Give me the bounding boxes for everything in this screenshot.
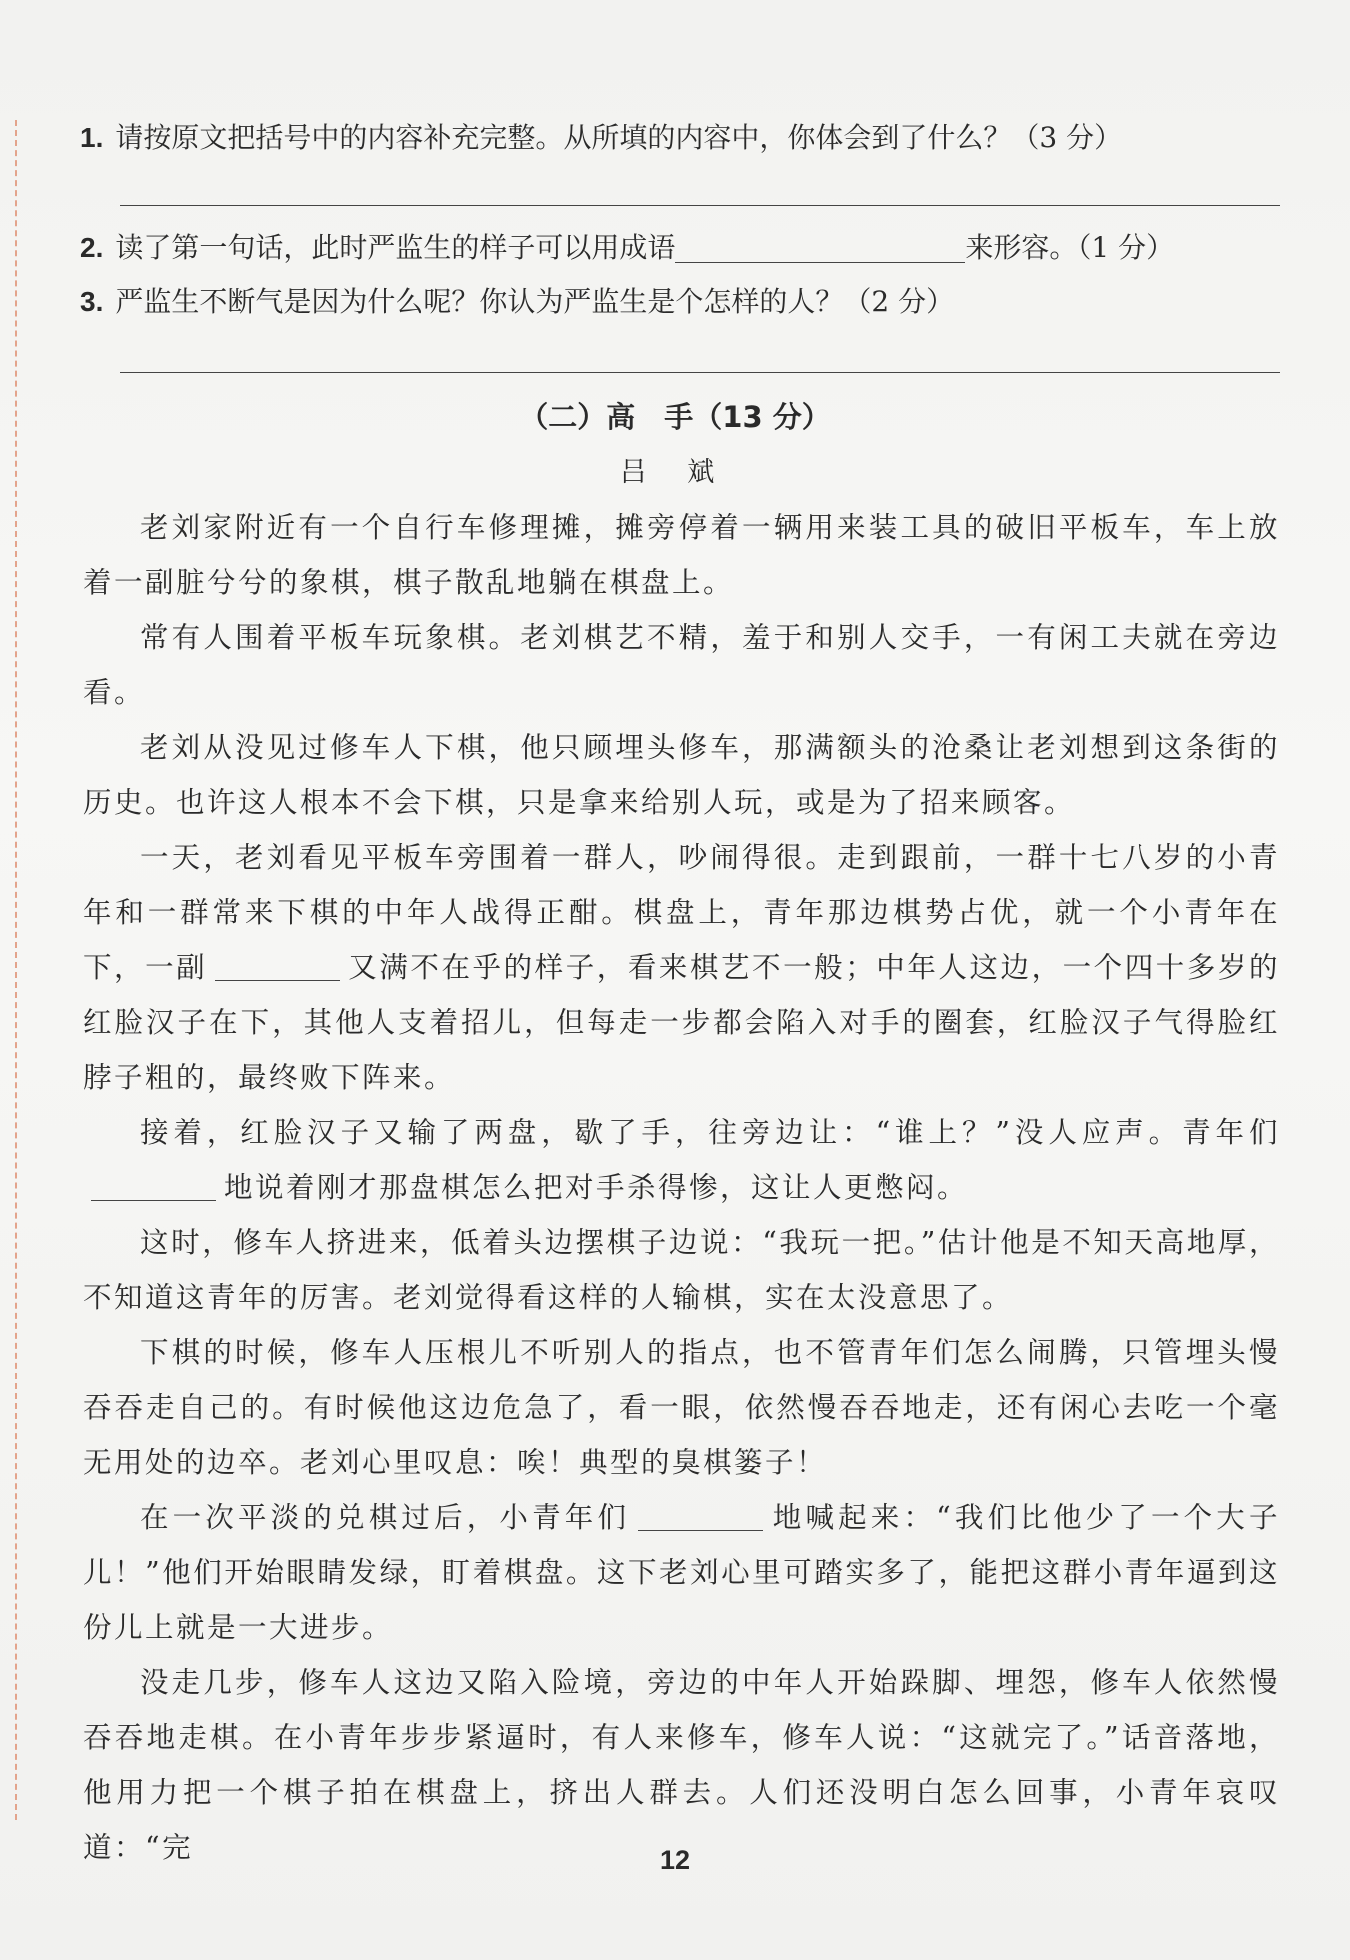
paragraph-text: 常有人围着平板车玩象棋。老刘棋艺不精，羞于和别人交手，一有闲工夫就在旁边看。 [83,621,1280,709]
margin-line [15,120,17,1820]
question-1 [80,118,1280,157]
fill-blank-2[interactable] [91,1176,216,1201]
paragraph-9 [83,1655,1280,1875]
question-text-after: 来形容。（1 分） [965,231,1175,264]
paragraph-text: 一天，老刘看见平板车旁围着一群人，吵闹得很。走到跟前，一群十七八岁的小青年和一群常来下棋的中年人战得正酣。棋盘上，青年那边棋势占优，就一个小青年在下，一副 [83,841,1280,984]
paragraph-text-after: 地喊起来：“我们比他少了一个大子儿！”他们开始眼睛发绿，盯着棋盘。这下老刘心里可踏实多了，能把这群小青年逼到这份儿上就是一大进步。 [83,1501,1280,1644]
author: 吕 斌 [619,457,731,488]
paragraph-text: 下棋的时候，修车人压根儿不听别人的指点，也不管青年们怎么闹腾，只管埋头慢吞吞走自己的。有时候他这边危急了，看一眼，依然慢吞吞地走，还有闲心去吃一个毫无用处的边卒。老刘心里叹息：唉！典型的臭棋篓子！ [83,1336,1280,1479]
paragraph-7 [83,1325,1280,1490]
article-body [83,500,1280,1875]
paragraph-text: 接着，红脸汉子又输了两盘，歇了手，往旁边让：“谁上？”没人应声。青年们 [140,1116,1280,1149]
question-2 [80,228,1280,267]
question-3 [80,282,1280,321]
answer-line-1[interactable] [120,205,1280,206]
paragraph-1 [83,500,1280,610]
question-number: 2. [80,232,104,263]
question-text: 请按原文把括号中的内容补充完整。从所填的内容中，你体会到了什么？（3 分） [115,121,1123,154]
paragraph-text: 没走几步，修车人这边又陷入险境，旁边的中年人开始跺脚、埋怨，修车人依然慢吞吞地走棋。在小青年步步紧逼时，有人来修车，修车人说：“这就完了。”话音落地，他用力把一个棋子拍在棋盘上，挤出人群去。人们还没明白怎么回事，小青年哀叹道：“完 [83,1666,1280,1864]
idiom-blank[interactable] [675,234,965,263]
paragraph-text: 老刘家附近有一个自行车修理摊，摊旁停着一辆用来装工具的破旧平板车，车上放着一副脏兮兮的象棋，棋子散乱地躺在棋盘上。 [83,511,1280,599]
question-text: 读了第一句话，此时严监生的样子可以用成语 [115,231,676,264]
paragraph-text-after: 地说着刚才那盘棋怎么把对手杀得惨，这让人更憋闷。 [224,1171,969,1204]
paragraph-text: 这时，修车人挤进来，低着头边摆棋子边说：“我玩一把。”估计他是不知天高地厚，不知道这青年的厉害。老刘觉得看这样的人输棋，实在太没意思了。 [83,1226,1280,1314]
paragraph-2 [83,610,1280,720]
question-number: 1. [80,122,104,153]
paragraph-6 [83,1215,1280,1325]
fill-blank-1[interactable] [215,956,340,981]
paragraph-3 [83,720,1280,830]
section-title: （二）高 手（13 分） [519,400,831,434]
question-text: 严监生不断气是因为什么呢？你认为严监生是个怎样的人？（2 分） [115,285,955,318]
page-number: 12 [659,1845,691,1875]
paragraph-5 [83,1105,1280,1215]
paragraph-text: 老刘从没见过修车人下棋，他只顾埋头修车，那满额头的沧桑让老刘想到这条街的历史。也许这人根本不会下棋，只是拿来给别人玩，或是为了招来顾客。 [83,731,1280,819]
paragraph-8 [83,1490,1280,1655]
paragraph-4 [83,830,1280,1105]
fill-blank-3[interactable] [638,1506,763,1531]
paragraph-text-after: 又满不在乎的样子，看来棋艺不一般；中年人这边，一个四十多岁的红脸汉子在下，其他人支着招儿，但每走一步都会陷入对手的圈套，红脸汉子气得脸红脖子粗的，最终败下阵来。 [83,951,1280,1094]
question-number: 3. [80,286,104,317]
answer-line-3[interactable] [120,372,1280,373]
paragraph-text: 在一次平淡的兑棋过后，小青年们 [140,1501,631,1534]
